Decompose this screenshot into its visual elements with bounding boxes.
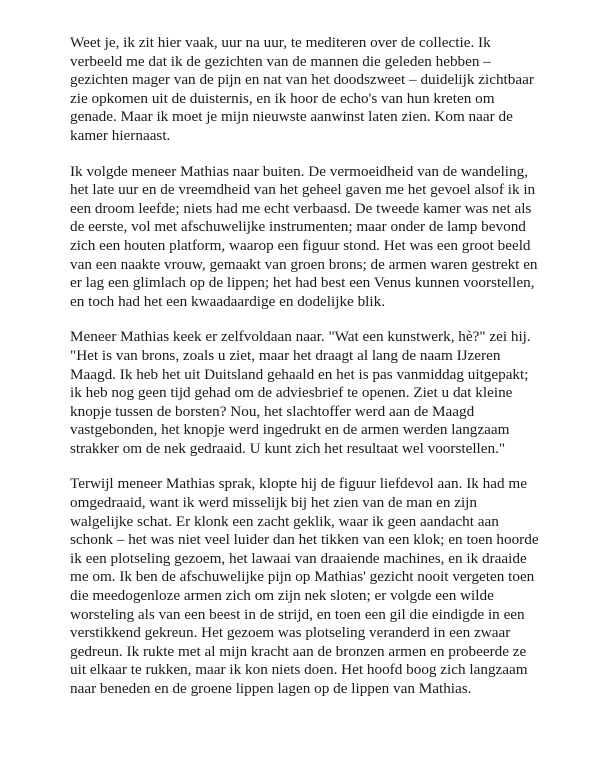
paragraph-4: Terwijl meneer Mathias sprak, klopte hij de figuur liefdevol aan. Ik had me omgedraaid, want ik werd misselijk bij het zien van de man en zijn walgelijke schat. Er klonk een zacht geklik, waar ik geen aandacht aan schonk – het was niet veel luider dan het tikken van een klok; en toen hoorde ik een plotseling gezoem, het lawaai van draaiende machines, en ik draaide me om. Ik ben de afschuwelijke pijn op Mathias' gezicht nooit vergeten toen die meedogenloze armen zich om zijn nek sloten; er volgde een wilde worsteling als van een beest in de strijd, en toen een gil die eindigde in een verstikkend gekreun. Het gezoem was plotseling veranderd in een zwaar gedreun. Ik rukte met al mijn kracht aan de bronzen armen en probeerde ze uit elkaar te rukken, maar ik kon niets doen. Het hoofd boog zich langzaam naar beneden en de groene lippen lagen op de lippen van Mathias. xyxy=(70,475,539,697)
document-page xyxy=(70,34,540,716)
paragraph-1: Weet je, ik zit hier vaak, uur na uur, te mediteren over de collectie. Ik verbeeld me dat ik de gezichten van de mannen die geleden hebben – gezichten mager van de pijn en nat van het doodszweet – duidelijk zichtbaar zie opkomen uit de duisternis, en ik hoor de echo's van hun kreten om genade. Maar ik moet je mijn nieuwste aanwinst laten zien. Kom naar de kamer hiernaast. xyxy=(70,34,534,144)
paragraph-3: Meneer Mathias keek er zelfvoldaan naar. "Wat een kunstwerk, hè?" zei hij. "Het is van brons, zoals u ziet, maar het draagt al lang de naam IJzeren Maagd. Ik heb het uit Duitsland gehaald en het is pas vanmiddag uitgepakt; ik heb nog geen tijd gehad om de adviesbrief te openen. Ziet u dat kleine knopje tussen de borsten? Nou, het slachtoffer werd aan de Maagd vastgebonden, het knopje werd ingedrukt en de armen werden langzaam strakker om de nek gedraaid. U kunt zich het resultaat wel voorstellen." xyxy=(70,328,531,457)
paragraph-2: Ik volgde meneer Mathias naar buiten. De vermoeidheid van de wandeling, het late uur en de vreemdheid van het geheel gaven me het gevoel alsof ik in een droom leefde; niets had me echt verbaasd. De tweede kamer was net als de eerste, vol met afschuwelijke instrumenten; maar onder de lamp bevond zich een houten platform, waarop een figuur stond. Het was een groot beeld van een naakte vrouw, gemaakt van groen brons; de armen waren gestrekt en er lag een glimlach op de lippen; het had best een Venus kunnen voorstellen, en toch had het een kwaadaardige en dodelijke blik. xyxy=(70,162,538,310)
